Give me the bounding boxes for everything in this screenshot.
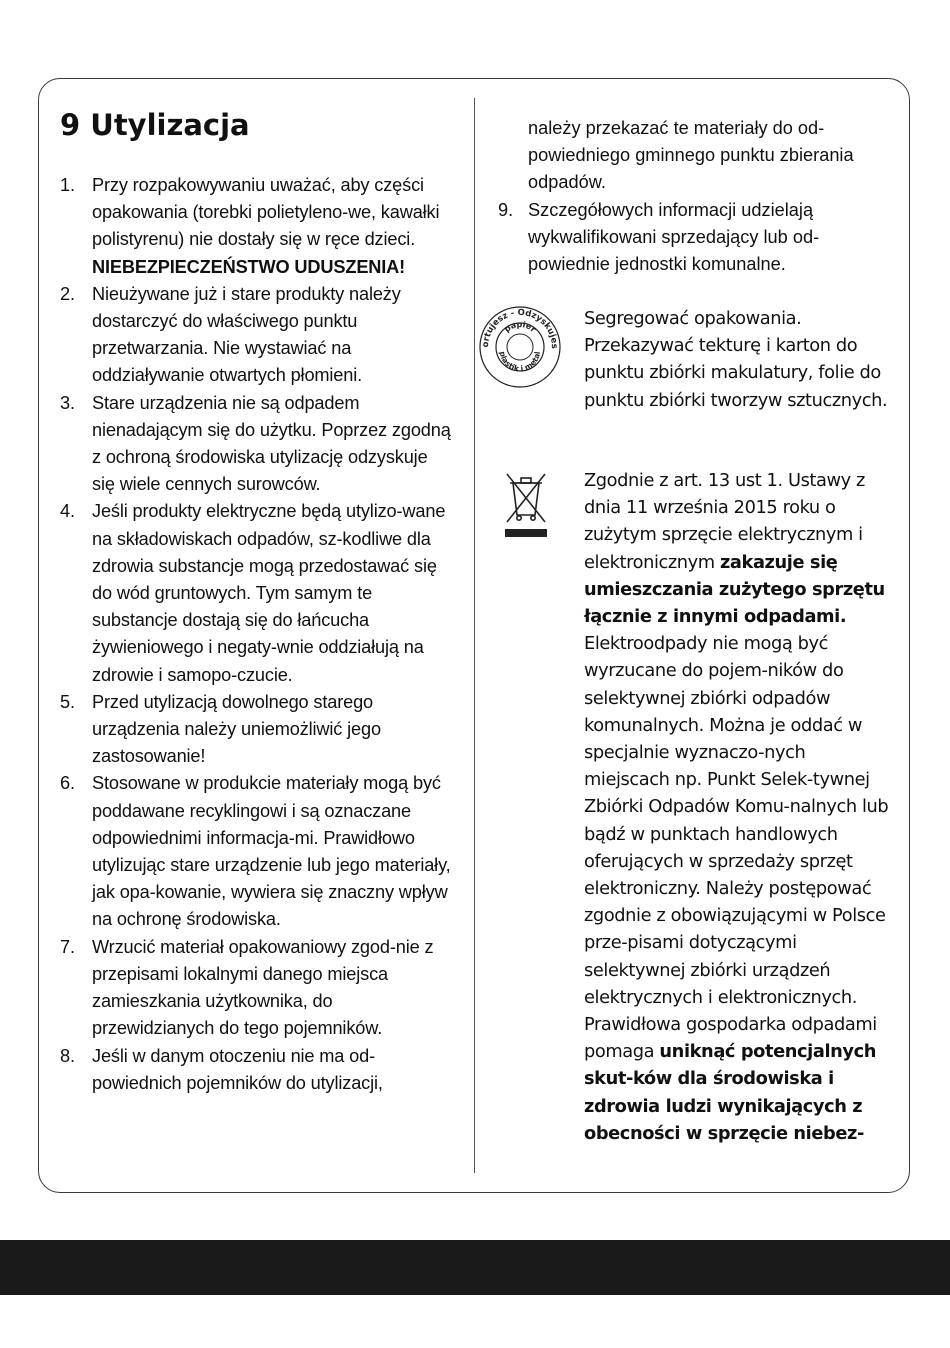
list-item — [60, 281, 455, 390]
list-item — [60, 934, 455, 1043]
list-item — [60, 172, 455, 281]
left-column — [60, 108, 455, 1097]
footer-bar — [0, 1240, 950, 1295]
item-number: 4. — [60, 501, 75, 522]
item-text: Jeśli w danym otoczeniu nie ma od-powiednich pojemników do utylizacji, — [92, 1045, 383, 1093]
item-number: 2. — [60, 283, 75, 304]
item-text: Jeśli produkty elektryczne będą utylizo-wane na składowiskach odpadów, sz-kodliwe dla zdrowia substancje mogą przedostawać się do wód gruntowych. Tym samym te substancje dostają się do łańcucha żywieniowego i negaty-wnie oddziałują na zdrowie i samopo-czucie. — [92, 501, 446, 685]
item-text: Przy rozpakowywaniu uważać, aby części opakowania (torebki polietyleno-we, kawałki polistyrenu) nie dostały się w ręce dzieci. — [92, 175, 440, 250]
weee-bold-health: uniknąć potencjalnych skut-ków dla środowiska i zdrowia ludzi wynikających z obecności w sprzęcie niebez- — [584, 1041, 876, 1144]
weee-bold-prohibition: zakazuje się umieszczania zużytego sprzętu łącznie z innymi odpadami. — [584, 551, 885, 628]
weee-text-part: Elektroodpady nie mogą być wyrzucane do pojem-ników do selektywnej zbiórki odpadów komunalnych. Można je oddać w specjalnie wyznaczo-nych miejscach np. Punkt Selek-tywnej Zbiórki Odpadów Komu-nalnych lub bądź w punktach handlowych oferujących w sprzedaży sprzęt elektroniczny. Należy postępować zgodnie z obowiązującymi w Polsce prze-pisami dotyczącymi selektywnej zbiórki urządzeń elektrycznych i elektronicznych. Prawidłowa gospodarka odpadami pomaga — [584, 633, 889, 1063]
list-item — [498, 197, 898, 279]
right-column — [498, 115, 898, 278]
item-number: 1. — [60, 175, 75, 195]
weee-text-part: Zgodnie z art. 13 ust 1. Ustawy z dnia 11 września 2015 roku o zużytym sprzęcie elektrycznym i elektronicznym — [584, 470, 865, 573]
item-text: Stare urządzenia nie są odpadem nienadającym się do użytku. Poprzez zgodną z ochroną środowiska utylizację odzyskuje się wiele cennych surowców. — [92, 392, 451, 495]
recycle-text: Segregować opakowania. Przekazywać tekturę i karton do punktu zbiórki makulatury, folie do punktu zbiórki tworzyw sztucznych. — [584, 308, 888, 411]
icon-text-top: papier — [502, 319, 538, 335]
list-item — [60, 1043, 455, 1097]
item-text: Wrzucić materiał opakowaniowy zgod-nie z przepisami lokalnymi danego miejsca zamieszkania użytkownika, do przewidzianych do tego pojemników. — [92, 936, 434, 1039]
list-item — [60, 689, 455, 771]
item-number: 8. — [60, 1045, 75, 1066]
crossed-bin-icon — [500, 469, 552, 548]
item-text: Stosowane w produkcie materiały mogą być poddawane recyklingowi i są oznaczane odpowiednimi informacja-mi. Prawidłowo utylizując stare urządzenie lub jego materiały, jak opa-kowanie, wywiera się znaczny wpływ na ochronę środowiska. — [92, 773, 451, 930]
icon-text-bottom: plastik i metal — [497, 350, 543, 374]
item-number: 7. — [60, 936, 75, 957]
icon-text-outer: ortujesz - Odzyskujes — [480, 307, 560, 349]
svg-text:plastik i metal — [498, 351, 542, 374]
item-number: 9. — [498, 199, 514, 220]
recycle-packaging-icon — [478, 305, 562, 394]
column-divider — [474, 98, 475, 1173]
weee-text — [584, 467, 894, 1147]
item-text: Szczegółowych informacji udzielają wykwalifikowani sprzedający lub od-powiednie jednostki komunalne. — [528, 199, 820, 275]
section-title: 9 Utylizacja — [60, 108, 250, 142]
disposal-list — [60, 172, 455, 1097]
list-item — [60, 770, 455, 933]
list-item — [60, 390, 455, 499]
list-item — [60, 498, 455, 688]
suffocation-warning: NIEBEZPIECZEŃSTWO UDUSZENIA! — [92, 256, 406, 277]
item-text: Przed utylizacją dowolnego starego urządzenia należy uniemożliwić jego zastosowanie! — [92, 691, 381, 767]
item-text: Nieużywane już i stare produkty należy dostarczyć do właściwego punktu przetwarzania. Nie wystawiać na oddziaływanie otwartych płomieni. — [92, 283, 401, 386]
recycle-section — [480, 305, 898, 445]
item-number: 3. — [60, 392, 75, 413]
item8-continuation: należy przekazać te materiały do od-powiedniego gminnego punktu zbierania odpadów. — [528, 118, 854, 193]
weee-section — [498, 467, 898, 1187]
item-number: 5. — [60, 691, 75, 712]
item-number: 6. — [60, 773, 75, 794]
